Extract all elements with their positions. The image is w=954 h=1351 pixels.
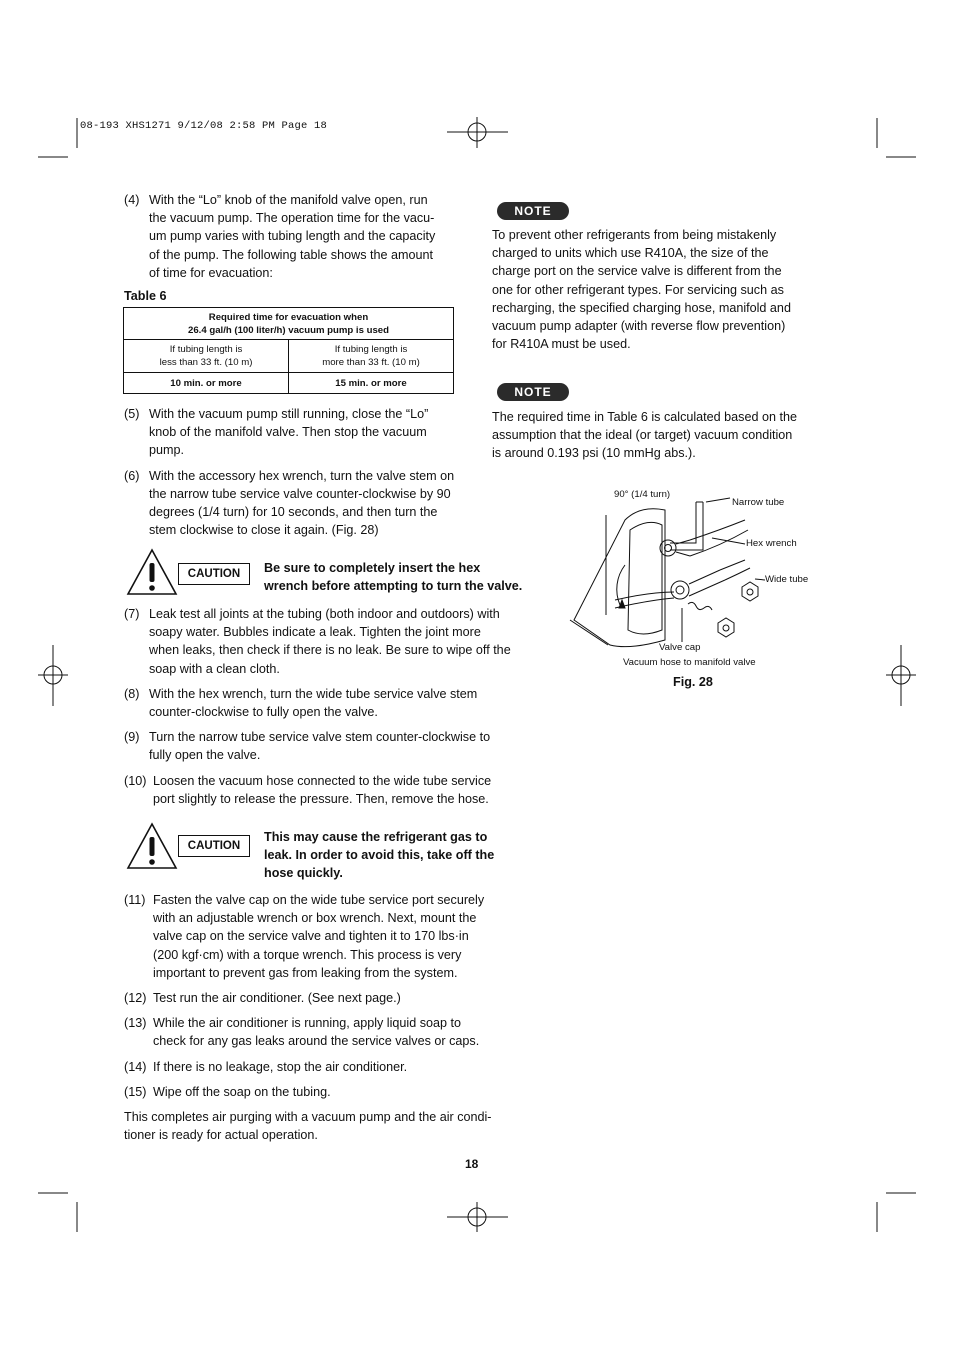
note-text: To prevent other refrigerants from being mistakenly charged to units which use R410A, the size of the charge port on the service valve is different from the one for other refrigerant types. For servicing such as recharging, the specified charging hose, manifold and vacuum pump adapter (with reverse flow prevention) for R410A must be used. (492, 228, 791, 352)
table-value-short: 10 min. or more (124, 373, 289, 394)
step-number: (15) (124, 1084, 147, 1099)
step-number: (13) (124, 1016, 147, 1031)
warning-triangle-icon (126, 548, 178, 596)
figure-caption: Fig. 28 (673, 675, 713, 689)
fig-label-angle: 90° (1/4 turn) (614, 489, 671, 500)
step-text: With the accessory hex wrench, turn the valve stem on the narrow tube service valve counter-clockwise by 90 degrees (1/4 turn) for 10 seconds, and then turn the stem clockwise to close it again. (Fig. 28) (149, 468, 455, 538)
step-text: While the air conditioner is running, apply liquid soap to check for any gas leaks around the service valves or caps. (153, 1016, 480, 1049)
step-text: Loosen the vacuum hose connected to the wide tube service port slightly to release the pressure. Then, remove the hose. (153, 773, 492, 806)
fig-label-vacuum-hose: Vacuum hose to manifold valve (623, 657, 756, 668)
print-slug: 08-193 XHS1271 9/12/08 2:58 PM Page 18 (80, 120, 328, 132)
caution-text: Be sure to completely insert the hex wrench before attempting to turn the valve. (264, 561, 523, 594)
closing-paragraph: This completes air purging with a vacuum pump and the air condi- tioner is ready for actual operation. (124, 1110, 492, 1143)
step-text: Turn the narrow tube service valve stem counter-clockwise to fully open the valve. (149, 730, 491, 763)
fig-label-valve-cap: Valve cap (659, 642, 701, 653)
step-text: With the “Lo” knob of the manifold valve open, run the vacuum pump. The operation time for the vacu- um pump varies with tubing length and the capacity of the pump. The following table shows the amount of time for evacuation: (149, 193, 436, 280)
warning-triangle-icon (126, 822, 178, 870)
steps-5-6 (124, 405, 469, 539)
evacuation-time-table (123, 307, 454, 394)
table-title: Table 6 (124, 289, 167, 303)
steps-11-15 (124, 891, 514, 1144)
step-number: (6) (124, 468, 140, 483)
step-number: (9) (124, 730, 140, 745)
step-text: Test run the air conditioner. (See next page.) (153, 991, 401, 1006)
table-col-short: If tubing length is less than 33 ft. (10 m) (124, 340, 289, 373)
step-text: With the vacuum pump still running, close the “Lo” knob of the manifold valve. Then stop the vacuum pump. (149, 407, 429, 458)
caution-text: This may cause the refrigerant gas to leak. In order to avoid this, take off the hose quickly. (264, 830, 495, 881)
page-number: 18 (465, 1157, 479, 1171)
step-text: Fasten the valve cap on the wide tube service port securely with an adjustable wrench or box wrench. Next, mount the valve cap on the service valve and tighten it to 170 lbs·in (200 kgf·cm) with a torque wrench. This process is very important to prevent gas from leaking from the system. (153, 893, 485, 980)
steps-7-10 (124, 605, 514, 808)
note-badge: NOTE (497, 202, 569, 220)
step-number: (4) (124, 193, 140, 207)
step-text: If there is no leakage, stop the air conditioner. (153, 1059, 408, 1074)
step-number: (7) (124, 607, 140, 621)
fig-label-wide-tube: Wide tube (765, 574, 809, 585)
step-4 (124, 191, 464, 282)
caution-label: CAUTION (178, 835, 250, 857)
step-text: Wipe off the soap on the tubing. (153, 1084, 331, 1099)
step-text: With the hex wrench, turn the wide tube service valve stem counter-clockwise to fully open the valve. (149, 686, 478, 720)
fig-label-narrow-tube: Narrow tube (732, 497, 785, 508)
step-number: (10) (124, 773, 147, 788)
fig-label-hex-wrench: Hex wrench (746, 538, 797, 549)
table-col-long: If tubing length is more than 33 ft. (10 m) (289, 340, 454, 373)
table-header: Required time for evacuation when 26.4 gal/h (100 liter/h) vacuum pump is used (124, 308, 454, 340)
note-text: The required time in Table 6 is calculated based on the assumption that the ideal (or target) vacuum condition is around 0.193 psi (10 mmHg abs.). (492, 410, 798, 461)
table-value-long: 15 min. or more (289, 373, 454, 394)
step-number: (5) (124, 407, 140, 421)
note-badge: NOTE (497, 383, 569, 401)
step-text: Leak test all joints at the tubing (both indoor and outdoors) with soapy water. Bubbles indicate a leak. Tighten the joint more when leaks, then check if there is no leak. Be sure to wipe off the soap with a clean cloth. (149, 607, 511, 676)
step-number: (14) (124, 1059, 147, 1074)
step-number: (8) (124, 686, 140, 701)
step-number: (11) (124, 893, 146, 907)
step-number: (12) (124, 991, 147, 1006)
caution-label: CAUTION (178, 563, 250, 585)
